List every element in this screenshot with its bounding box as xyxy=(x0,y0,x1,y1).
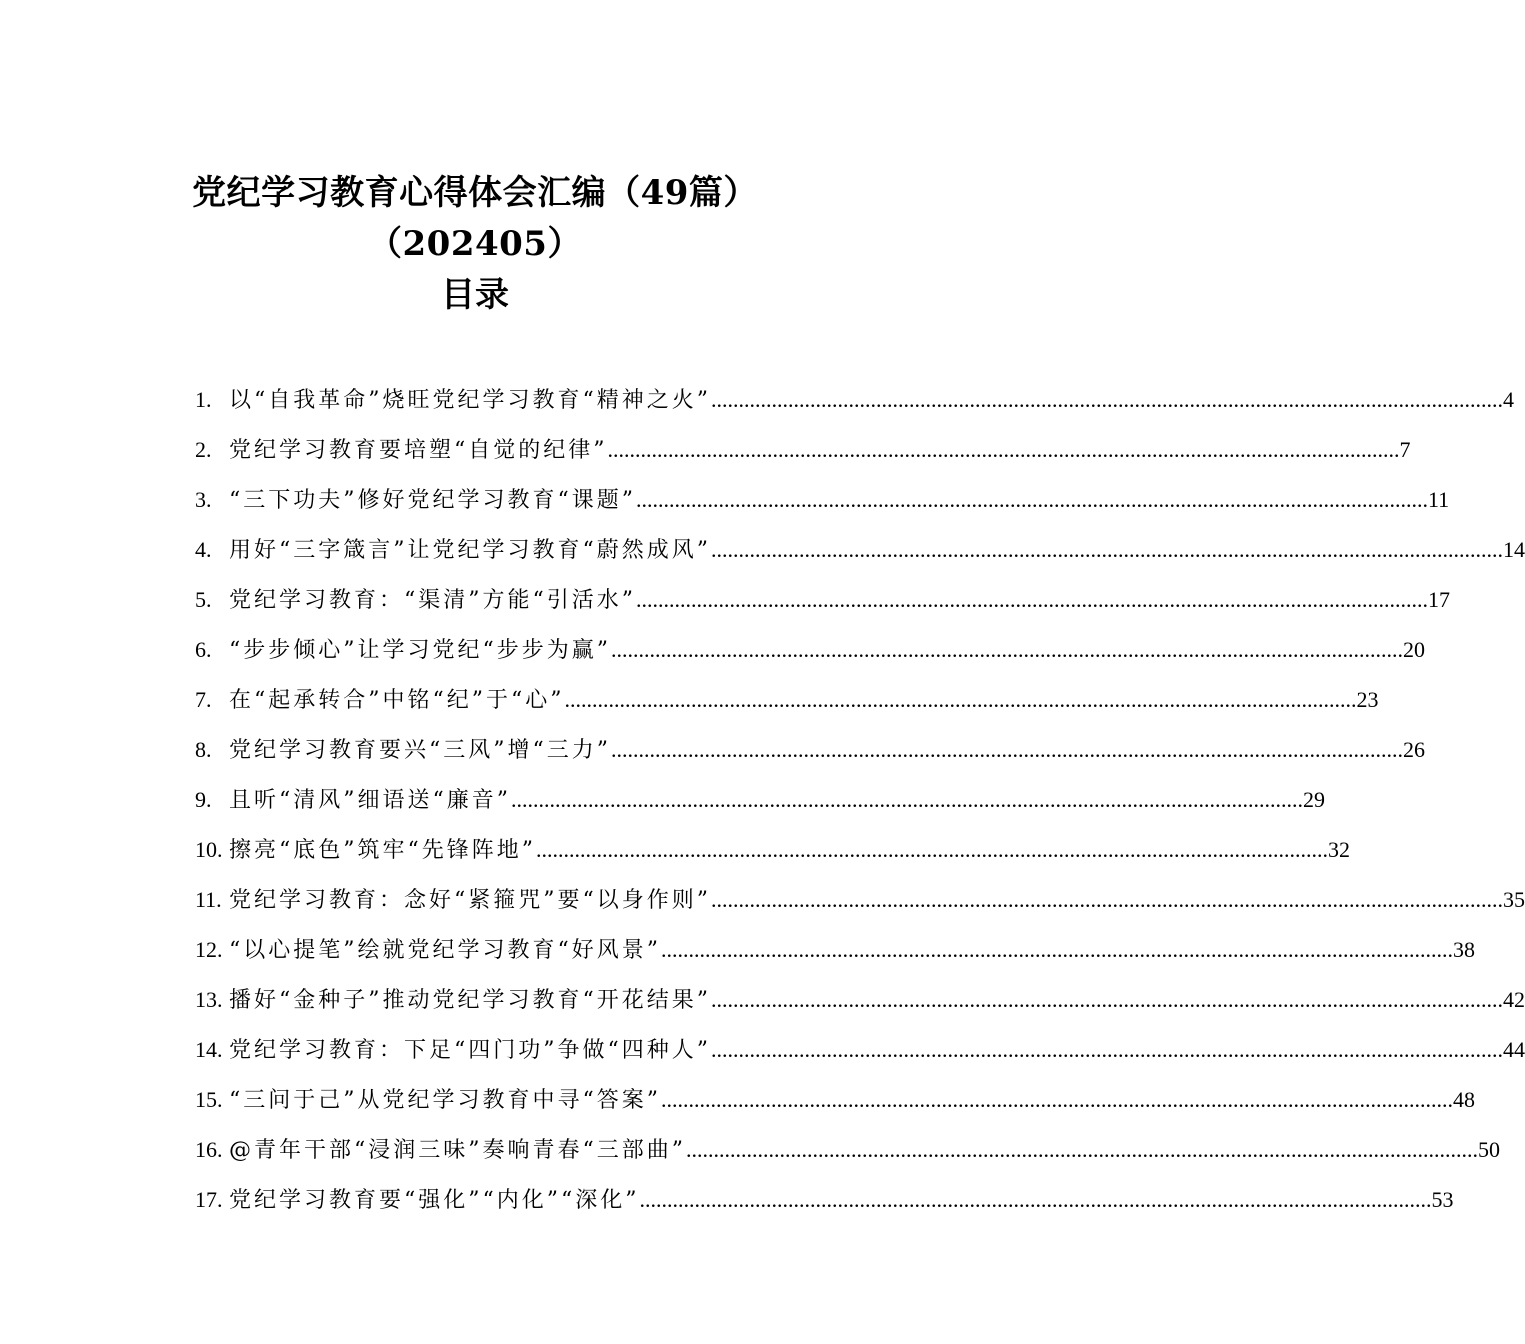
toc-entry-11[interactable] xyxy=(195,875,1525,925)
toc-entry-title: 党纪学习教育：下足“四门功”争做“四种人” xyxy=(229,1038,711,1063)
toc-dot-leader xyxy=(611,725,1403,775)
toc-entry-page: 7 xyxy=(1399,437,1411,462)
toc-entry-17[interactable] xyxy=(195,1175,1454,1225)
toc-dot-leader xyxy=(686,1125,1478,1175)
toc-entry-title: 在“起承转合”中铭“纪”于“心” xyxy=(229,688,565,713)
toc-entry-page: 38 xyxy=(1453,937,1475,962)
toc-dot-leader xyxy=(611,625,1403,675)
toc-entry-page: 44 xyxy=(1503,1037,1525,1062)
toc-entry-number: 13. xyxy=(195,987,223,1012)
toc-dot-leader xyxy=(711,875,1503,925)
toc-entry-number: 4. xyxy=(195,537,212,562)
toc-entry-6[interactable] xyxy=(195,625,1425,675)
toc-dot-leader xyxy=(661,925,1453,975)
toc-entry-page: 4 xyxy=(1503,387,1514,412)
toc-entry-number: 8. xyxy=(195,737,212,762)
toc-dot-leader xyxy=(639,1175,1431,1225)
toc-entry-number: 2. xyxy=(195,437,212,462)
toc-dot-leader xyxy=(608,425,1400,475)
toc-entry-title: “三下功夫”修好党纪学习教育“课题” xyxy=(229,488,636,513)
toc-entry-number: 7. xyxy=(195,687,212,712)
toc-entry-number: 16. xyxy=(195,1137,223,1162)
toc-entry-title: 且听“清风”细语送“廉音” xyxy=(229,788,511,813)
toc-dot-leader xyxy=(711,375,1503,425)
toc-entry-page: 11 xyxy=(1428,487,1450,512)
toc-entry-16[interactable] xyxy=(195,1125,1500,1175)
toc-entry-title: 党纪学习教育要兴“三风”增“三力” xyxy=(229,738,611,763)
toc-entry-number: 6. xyxy=(195,637,212,662)
toc-entry-title: “三问于己”从党纪学习教育中寻“答案” xyxy=(229,1088,661,1113)
toc-entry-title: “步步倾心”让学习党纪“步步为赢” xyxy=(229,638,611,663)
toc-entry-2[interactable] xyxy=(195,425,1411,475)
toc-entry-title: 党纪学习教育要“强化”“内化”“深化” xyxy=(229,1188,640,1213)
toc-entry-title: 用好“三字箴言”让党纪学习教育“蔚然成风” xyxy=(229,538,711,563)
toc-entry-number: 9. xyxy=(195,787,212,812)
toc-dot-leader xyxy=(711,525,1503,575)
toc-entry-page: 48 xyxy=(1453,1087,1475,1112)
toc-entry-number: 12. xyxy=(195,937,223,962)
toc-entry-title: 党纪学习教育要培塑“自觉的纪律” xyxy=(229,438,608,463)
toc-entry-title: 党纪学习教育：“渠清”方能“引活水” xyxy=(229,588,636,613)
toc-dot-leader xyxy=(511,775,1303,825)
toc-entry-page: 42 xyxy=(1503,987,1525,1012)
toc-entry-number: 11. xyxy=(195,887,222,912)
toc-dot-leader xyxy=(564,675,1356,725)
toc-entry-title: 党纪学习教育：念好“紧箍咒”要“以身作则” xyxy=(229,888,711,913)
toc-entry-9[interactable] xyxy=(195,775,1325,825)
document-title: 党纪学习教育心得体会汇编（49篇）（202405） xyxy=(192,173,758,264)
toc-heading: 目录 xyxy=(441,275,509,315)
toc-entry-8[interactable] xyxy=(195,725,1425,775)
toc-entry-number: 14. xyxy=(195,1037,223,1062)
toc-entry-page: 23 xyxy=(1356,687,1379,712)
toc-entry-10[interactable] xyxy=(195,825,1350,875)
toc-entry-page: 35 xyxy=(1503,887,1525,912)
toc-entry-title: 播好“金种子”推动党纪学习教育“开花结果” xyxy=(229,988,711,1013)
toc-entry-number: 15. xyxy=(195,1087,223,1112)
toc-entry-14[interactable] xyxy=(195,1025,1525,1075)
toc-entry-number: 1. xyxy=(195,387,212,412)
toc-entry-15[interactable] xyxy=(195,1075,1475,1125)
toc-dot-leader xyxy=(536,825,1328,875)
toc-dot-leader xyxy=(711,1025,1503,1075)
toc-entry-page: 50 xyxy=(1478,1137,1500,1162)
toc-entry-title: @青年干部“浸润三味”奏响青春“三部曲” xyxy=(229,1138,686,1163)
toc-entry-page: 53 xyxy=(1431,1187,1454,1212)
toc-entry-title: 擦亮“底色”筑牢“先锋阵地” xyxy=(229,838,536,863)
toc-entry-13[interactable] xyxy=(195,975,1525,1025)
table-of-contents xyxy=(195,375,1525,1225)
toc-entry-12[interactable] xyxy=(195,925,1475,975)
toc-entry-4[interactable] xyxy=(195,525,1525,575)
toc-dot-leader xyxy=(711,975,1503,1025)
toc-entry-page: 26 xyxy=(1403,737,1425,762)
toc-entry-5[interactable] xyxy=(195,575,1450,625)
toc-dot-leader xyxy=(636,475,1428,525)
toc-entry-number: 10. xyxy=(195,837,223,862)
toc-entry-title: “以心提笔”绘就党纪学习教育“好风景” xyxy=(229,938,661,963)
toc-entry-number: 5. xyxy=(195,587,212,612)
toc-entry-page: 29 xyxy=(1303,787,1325,812)
toc-entry-page: 32 xyxy=(1328,837,1350,862)
toc-entry-page: 14 xyxy=(1503,537,1525,562)
toc-dot-leader xyxy=(636,575,1428,625)
toc-entry-number: 17. xyxy=(195,1187,223,1212)
toc-entry-number: 3. xyxy=(195,487,212,512)
toc-entry-3[interactable] xyxy=(195,475,1450,525)
toc-entry-page: 17 xyxy=(1428,587,1450,612)
toc-dot-leader xyxy=(661,1075,1453,1125)
toc-entry-page: 20 xyxy=(1403,637,1425,662)
toc-entry-7[interactable] xyxy=(195,675,1379,725)
toc-entry-1[interactable] xyxy=(195,375,1514,425)
toc-entry-title: 以“自我革命”烧旺党纪学习教育“精神之火” xyxy=(229,388,711,413)
